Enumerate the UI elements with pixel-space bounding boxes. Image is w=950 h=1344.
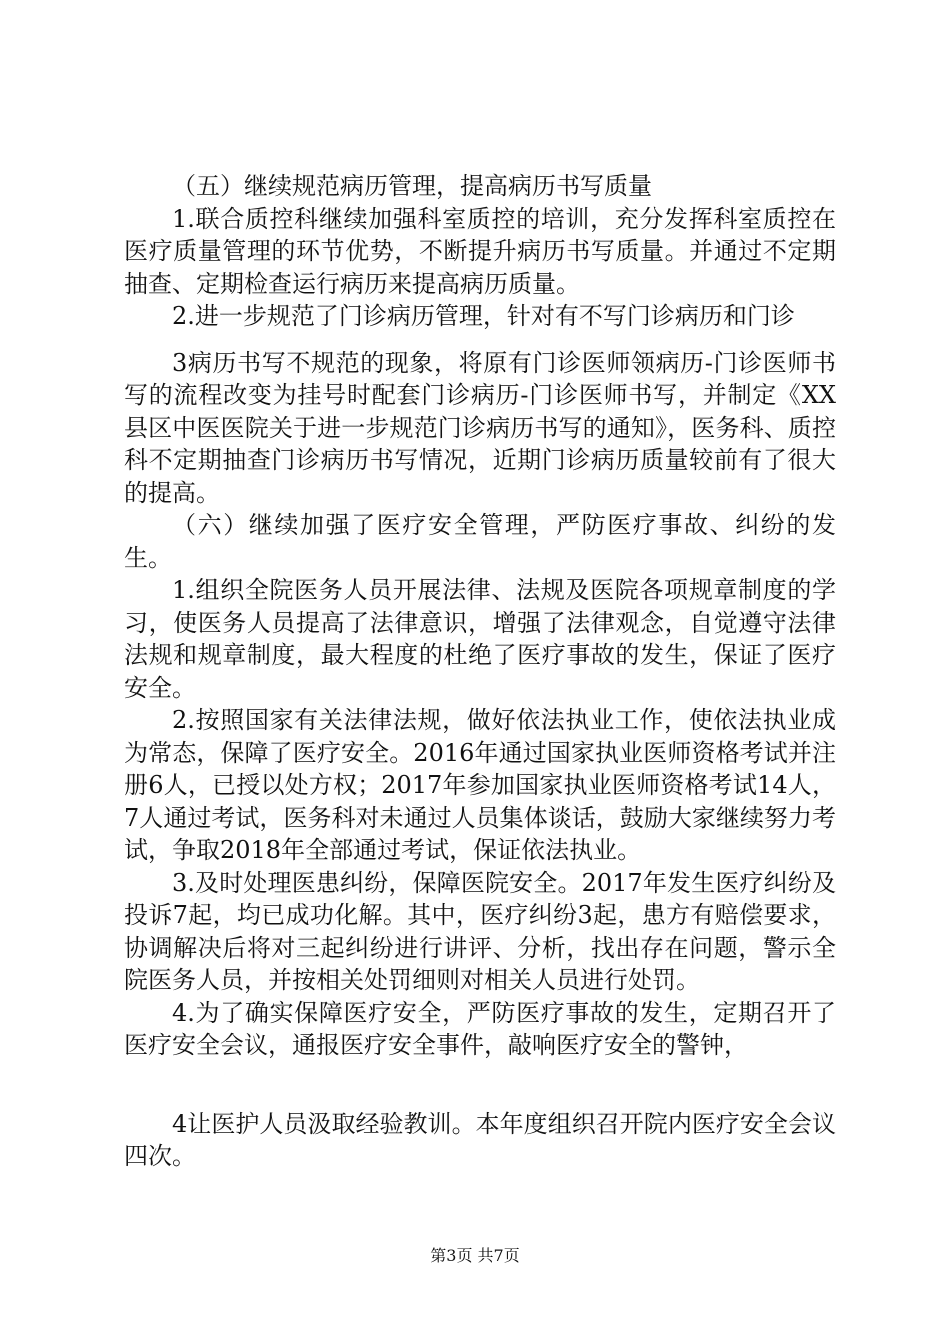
paragraph: 1.组织全院医务人员开展法律、法规及医院各项规章制度的学习，使医务人员提高了法律意识，增强了法律观念，自觉遵守法律法规和规章制度，最大程度的杜绝了医疗事故的发生，保证了医疗安全。 — [124, 576, 836, 702]
paragraph: 4.为了确实保障医疗安全，严防医疗事故的发生，定期召开了医疗安全会议，通报医疗安全事件，敲响医疗安全的警钟， — [124, 998, 836, 1059]
paragraph: 2.按照国家有关法律法规，做好依法执业工作，使依法执业成为常态，保障了医疗安全。2016年通过国家执业医师资格考试并注册6人，已授以处方权；2017年参加国家执业医师资格考试14人，7人通过考试，医务科对未通过人员集体谈话，鼓励大家继续努力考试，争取2018年全部通过考试，保证依法执业。 — [124, 706, 836, 864]
paragraph: 3.及时处理医患纠纷，保障医院安全。2017年发生医疗纠纷及投诉7起，均已成功化解。其中，医疗纠纷3起，患方有赔偿要求，协调解决后将对三起纠纷进行讲评、分析，找出存在问题，警示全院医务人员，并按相关处罚细则对相关人员进行处罚。 — [124, 868, 836, 994]
paragraph: 4让医护人员汲取经验教训。本年度组织召开院内医疗安全会议四次。 — [124, 1109, 836, 1170]
paragraph: 1.联合质控科继续加强科室质控的培训，充分发挥科室质控在医疗质量管理的环节优势，不断提升病历书写质量。并通过不定期抽查、定期检查运行病历来提高病历质量。 — [124, 204, 836, 298]
document-body — [124, 170, 836, 1173]
page-footer: 第3页 共7页 — [430, 1246, 520, 1265]
paragraph: 2.进一步规范了门诊病历管理，针对有不写门诊病历和门诊 — [172, 302, 795, 330]
section-heading-6: （六）继续加强了医疗安全管理，严防医疗事故、纠纷的发生。 — [124, 511, 836, 572]
paragraph: 3病历书写不规范的现象，将原有门诊医师领病历-门诊医师书写的流程改变为挂号时配套门诊病历-门诊医师书写，并制定《XX县区中医医院关于进一步规范门诊病历书写的通知》，医务科、质控科不定期抽查门诊病历书写情况，近期门诊病历质量较前有了很大的提高。 — [124, 348, 836, 507]
section-heading-5: （五）继续规范病历管理，提高病历书写质量 — [172, 172, 652, 200]
